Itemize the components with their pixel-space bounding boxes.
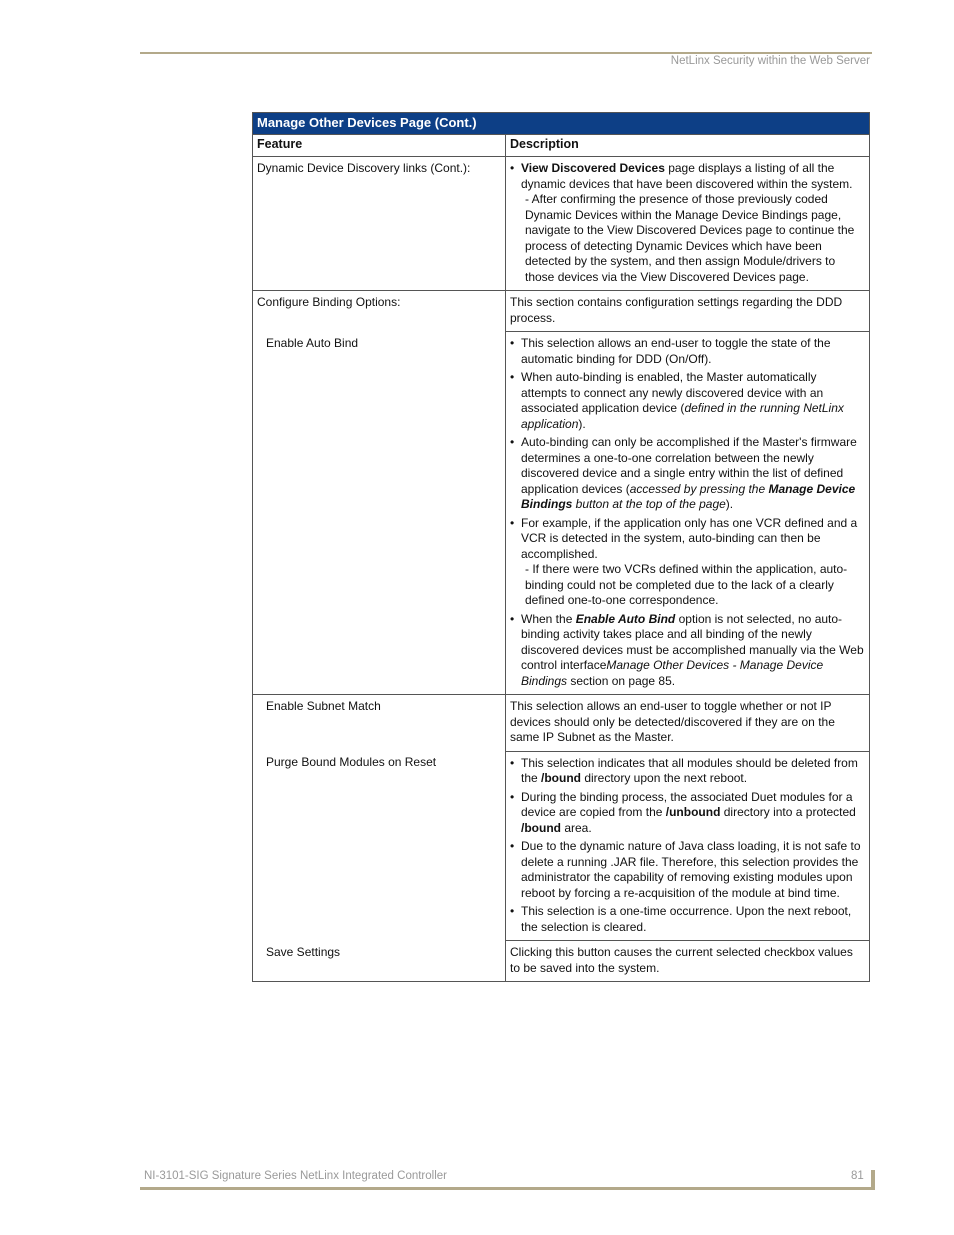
bold-italic-term: Enable Auto Bind [575, 611, 676, 626]
bullet-text: Auto-binding can only be accomplished if the Master's firmware determines a one-to-one correlation between the newly discovered device and a single entry within the list of defined application devices ( [521, 435, 857, 496]
bullet-text: For example, if the application only has one VCR defined and a VCR is detected in the system, auto-binding can then be accomplished. [521, 515, 858, 561]
bold-term: /bound [521, 820, 561, 835]
feature-cell: Dynamic Device Discovery links (Cont.): [253, 157, 506, 291]
description-cell: This section contains configuration settings regarding the DDD process. [506, 291, 870, 332]
table-row [253, 157, 870, 291]
italic-text: Manage Other Devices - Manage Device Bindings [521, 658, 824, 688]
bullet-item: • This selection allows an end-user to toggle the state of the automatic binding for DDD (On/Off). [510, 336, 865, 367]
column-header-feature: Feature [253, 134, 506, 157]
feature-cell: Configure Binding Options: [253, 291, 506, 332]
table-header-row [253, 134, 870, 157]
italic-text: defined in the running NetLinx application [521, 401, 844, 431]
table-title: Manage Other Devices Page (Cont.) [253, 113, 870, 135]
description-cell: This selection allows an end-user to toggle whether or not IP devices should only be detected/discovered if they are on the same IP Subnet as the Master. [506, 695, 870, 752]
bullet-item: • Due to the dynamic nature of Java class loading, it is not safe to delete a running .JAR file. Therefore, this selection provides the administrator the capability of removing existing modules upon reboot by forcing a re-acquisition of the module at bind time. [510, 839, 865, 901]
header-rule [140, 52, 872, 54]
bullet-text: section on page 85. [567, 673, 676, 688]
bullet-text: This selection indicates that all modules should be deleted from the [521, 755, 858, 785]
manage-other-devices-table [252, 112, 870, 982]
table-row [253, 332, 870, 695]
description-cell: Clicking this button causes the current selected checkbox values to be saved into the system. [506, 941, 870, 982]
bullet-item [510, 756, 865, 787]
bullet-item [510, 370, 865, 432]
italic-text: button at the top of the page [572, 497, 726, 511]
bullet-text: During the binding process, the associated Duet modules for a device are copied from the [521, 789, 853, 819]
sub-note: - If there were two VCRs defined within the application, auto-binding could not be completed due to the lack of a clearly defined one-to-one correspondence. [525, 562, 848, 607]
bullet-item: • This selection is a one-time occurrence. Upon the next reboot, the selection is cleared. [510, 904, 865, 935]
bullet-item [510, 435, 865, 513]
table-row [253, 941, 870, 982]
bullet-text: directory upon the next reboot. [581, 771, 748, 785]
bold-term: /bound [541, 771, 581, 785]
bullet-text: directory into a protected [720, 805, 856, 819]
italic-text: accessed by pressing the [629, 481, 769, 496]
bullet-text: When the [521, 611, 576, 626]
table-row [253, 695, 870, 752]
bullet-text: When auto-binding is enabled, the Master automatically attempts to connect any newly discovered device with an associated application device ( [521, 370, 824, 415]
bullet-item [510, 516, 865, 609]
table-row [253, 291, 870, 332]
description-cell [506, 332, 870, 695]
page-number: 81 [851, 1170, 864, 1182]
bold-term: /unbound [665, 805, 721, 819]
feature-cell: Purge Bound Modules on Reset [253, 751, 506, 941]
bullet-item [510, 612, 865, 690]
feature-cell: Enable Subnet Match [253, 695, 506, 752]
bold-italic-term: Manage Device Bindings [521, 481, 856, 511]
table-title-row [253, 113, 870, 135]
footer-product-title: NI-3101-SIG Signature Series NetLinx Integrated Controller [144, 1170, 447, 1182]
bold-term: View Discovered Devices [521, 161, 665, 175]
description-cell [506, 157, 870, 291]
bullet-text: ). [725, 497, 734, 511]
running-header: NetLinx Security within the Web Server [670, 55, 870, 67]
column-header-description: Description [506, 134, 870, 157]
footer-rule [140, 1187, 872, 1190]
bullet-text: ). [578, 416, 586, 431]
feature-cell: Enable Auto Bind [253, 332, 506, 695]
bullet-item [510, 161, 865, 285]
bullet-item [510, 790, 865, 837]
table-row [253, 751, 870, 941]
feature-cell: Save Settings [253, 941, 506, 982]
description-cell [506, 751, 870, 941]
bullet-text: option is not selected, no auto-binding activity takes place and all binding of the newly discovered devices must be accomplished manually via the Web control interface [521, 611, 864, 672]
bullet-text: area. [560, 820, 592, 835]
bullet-text: page displays a listing of all the dynamic devices that have been discovered within the system. [521, 161, 853, 191]
sub-note: - After confirming the presence of those previously coded Dynamic Devices within the Manage Device Bindings page, navigate to the View Discovered Devices page to continue the process of detecting Dynamic Devices which have been detected by the system, and then assign Module/drivers to those devices via the View Discovered Devices page. [525, 192, 855, 284]
